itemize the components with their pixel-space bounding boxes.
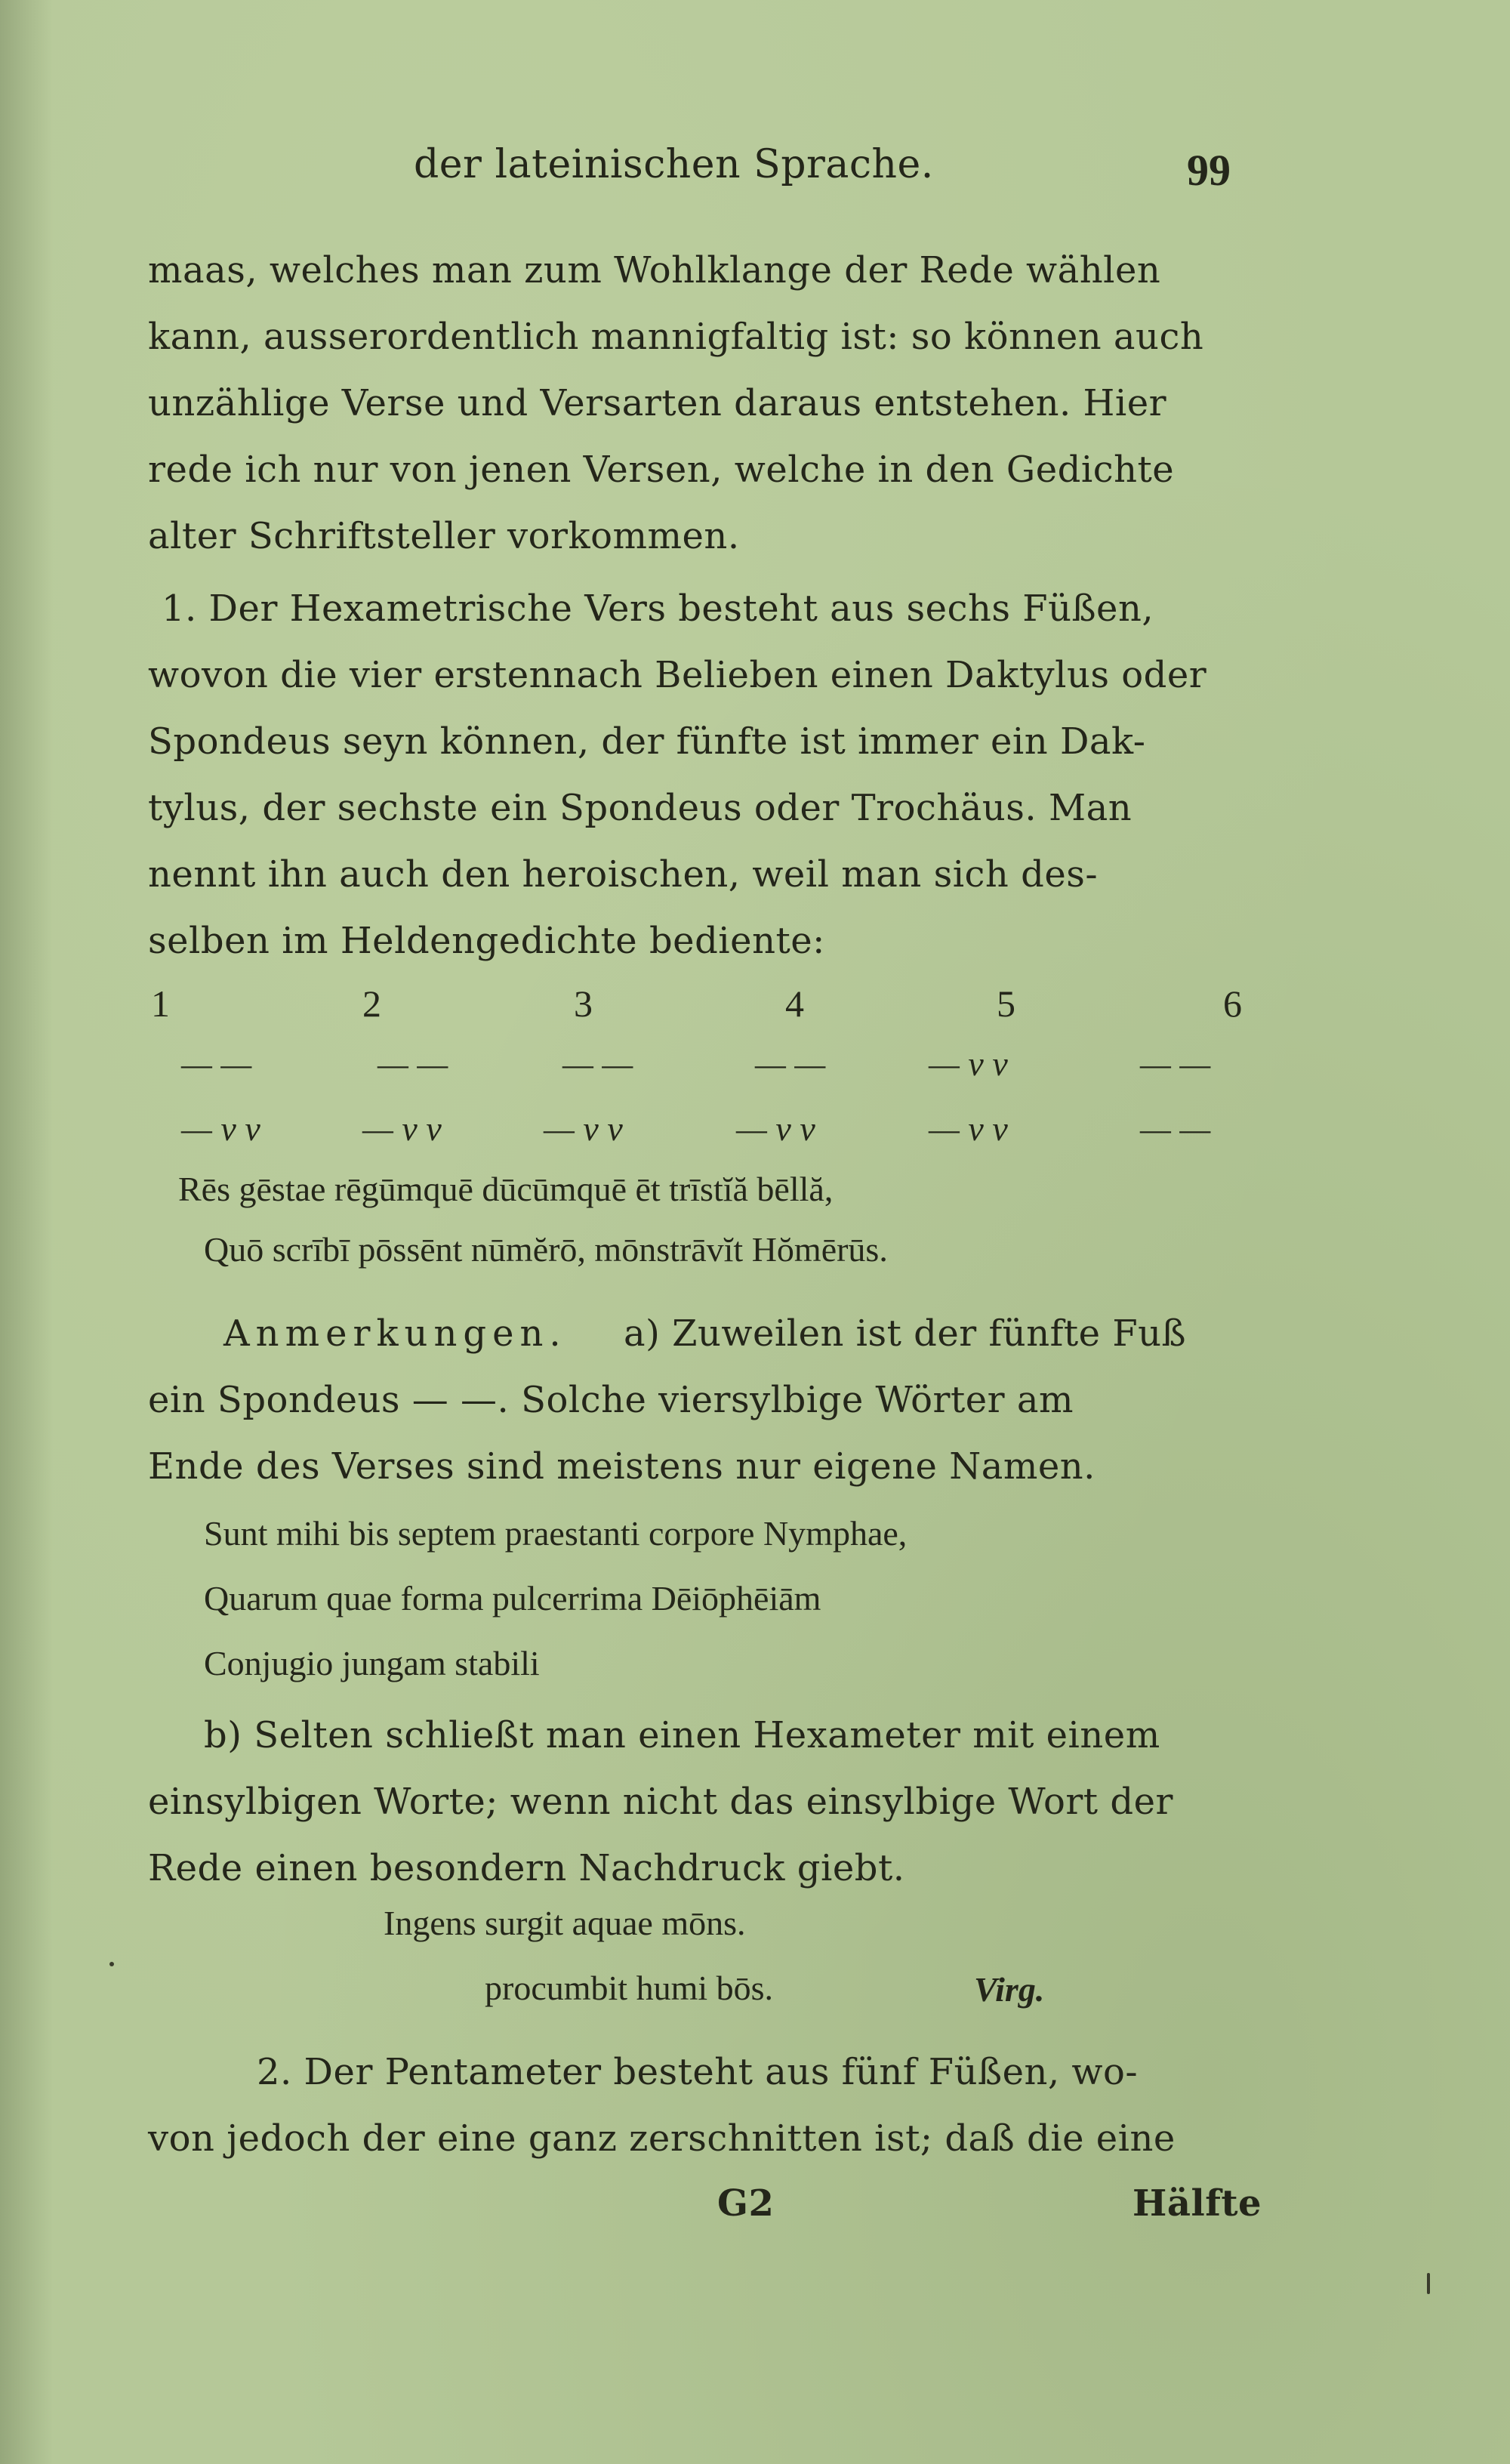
foot-number: 4	[785, 982, 804, 1025]
foot-scheme: — v v	[736, 1109, 815, 1148]
ink-speck	[1427, 2273, 1430, 2294]
text-line: nennt ihn auch den heroischen, weil man sich des-	[148, 853, 1099, 896]
foot-scheme: — v v	[929, 1109, 1008, 1148]
foot-number: 1	[151, 982, 170, 1025]
text-line: alter Schriftsteller vorkommen.	[148, 515, 740, 557]
latin-verse: Quō scrībī pōssēnt nūmĕrō, mōnstrāvĭt Hŏmērūs.	[204, 1230, 888, 1269]
text-line: b) Selten schließt man einen Hexameter mit einem	[204, 1714, 1160, 1756]
foot-number: 2	[362, 982, 381, 1025]
text-line: Rede einen besondern Nachdruck giebt.	[148, 1847, 905, 1889]
page-number: 99	[1187, 146, 1231, 195]
text-line: einsylbigen Worte; wenn nicht das einsylbige Wort der	[148, 1781, 1173, 1823]
latin-verse: procumbit humi bōs.	[485, 1969, 774, 2007]
running-title: der lateinischen Sprache.	[414, 142, 934, 187]
text-line: a) Zuweilen ist der fünfte Fuß	[624, 1312, 1187, 1355]
text-line: Ende des Verses sind meistens nur eigene Namen.	[148, 1445, 1096, 1488]
text-line: unzählige Verse und Versarten daraus entstehen. Hier	[148, 382, 1167, 424]
foot-number: 6	[1223, 982, 1242, 1025]
scheme-row-1	[151, 1044, 1246, 1083]
foot-scheme: — v v	[362, 1109, 442, 1148]
text-line: rede ich nur von jenen Versen, welche in den Gedichte	[148, 449, 1175, 491]
foot-scheme: — v v	[544, 1109, 623, 1148]
text-line: 1. Der Hexametrische Vers besteht aus sechs Füßen,	[162, 587, 1154, 630]
latin-verse: Ingens surgit aquae mōns.	[384, 1904, 746, 1942]
text-line: Spondeus seyn können, der fünfte ist immer ein Dak-	[148, 720, 1146, 763]
signature-mark: G2	[717, 2182, 775, 2225]
ink-speck	[109, 1962, 114, 1966]
citation: Virg.	[974, 1970, 1045, 2009]
foot-scheme: — —	[378, 1044, 448, 1083]
foot-scheme: — —	[1140, 1044, 1211, 1083]
foot-number: 3	[574, 982, 593, 1025]
foot-scheme: — v v	[181, 1109, 260, 1148]
foot-number: 5	[997, 982, 1015, 1025]
foot-scheme: — —	[562, 1044, 633, 1083]
text-line: selben im Heldengedichte bediente:	[148, 920, 825, 962]
note-heading: Anmerkungen.	[223, 1312, 567, 1355]
latin-verse: Sunt mihi bis septem praestanti corpore Nymphae,	[204, 1514, 908, 1553]
catchword: Hälfte	[1132, 2182, 1262, 2225]
text-line: von jedoch der eine ganz zerschnitten ist; daß die eine	[148, 2117, 1176, 2160]
foot-scheme: — v v	[929, 1044, 1008, 1083]
page-edge-shadow	[0, 0, 53, 2464]
latin-verse: Rēs gēstae rēgūmquē dūcūmquē ēt trīstĭă bēllă,	[178, 1170, 834, 1208]
text-line: 2. Der Pentameter besteht aus fünf Füßen, wo-	[257, 2051, 1139, 2093]
text-line: wovon die vier erstennach Belieben einen Daktylus oder	[148, 654, 1207, 696]
foot-scheme: — —	[1140, 1109, 1211, 1148]
text-line: tylus, der sechste ein Spondeus oder Trochäus. Man	[148, 787, 1132, 829]
foot-scheme: — —	[755, 1044, 826, 1083]
text-line: maas, welches man zum Wohlklange der Rede wählen	[148, 249, 1161, 291]
foot-scheme: — —	[181, 1044, 252, 1083]
latin-verse: Quarum quae forma pulcerrima Dēiōphēiām	[204, 1579, 821, 1617]
text-line: kann, ausserordentlich mannigfaltig ist: so können auch	[148, 316, 1204, 358]
latin-verse: Conjugio jungam stabili	[204, 1644, 540, 1682]
scheme-row-2	[151, 1109, 1246, 1148]
text-line: ein Spondeus — —. Solche viersylbige Wörter am	[148, 1379, 1074, 1421]
